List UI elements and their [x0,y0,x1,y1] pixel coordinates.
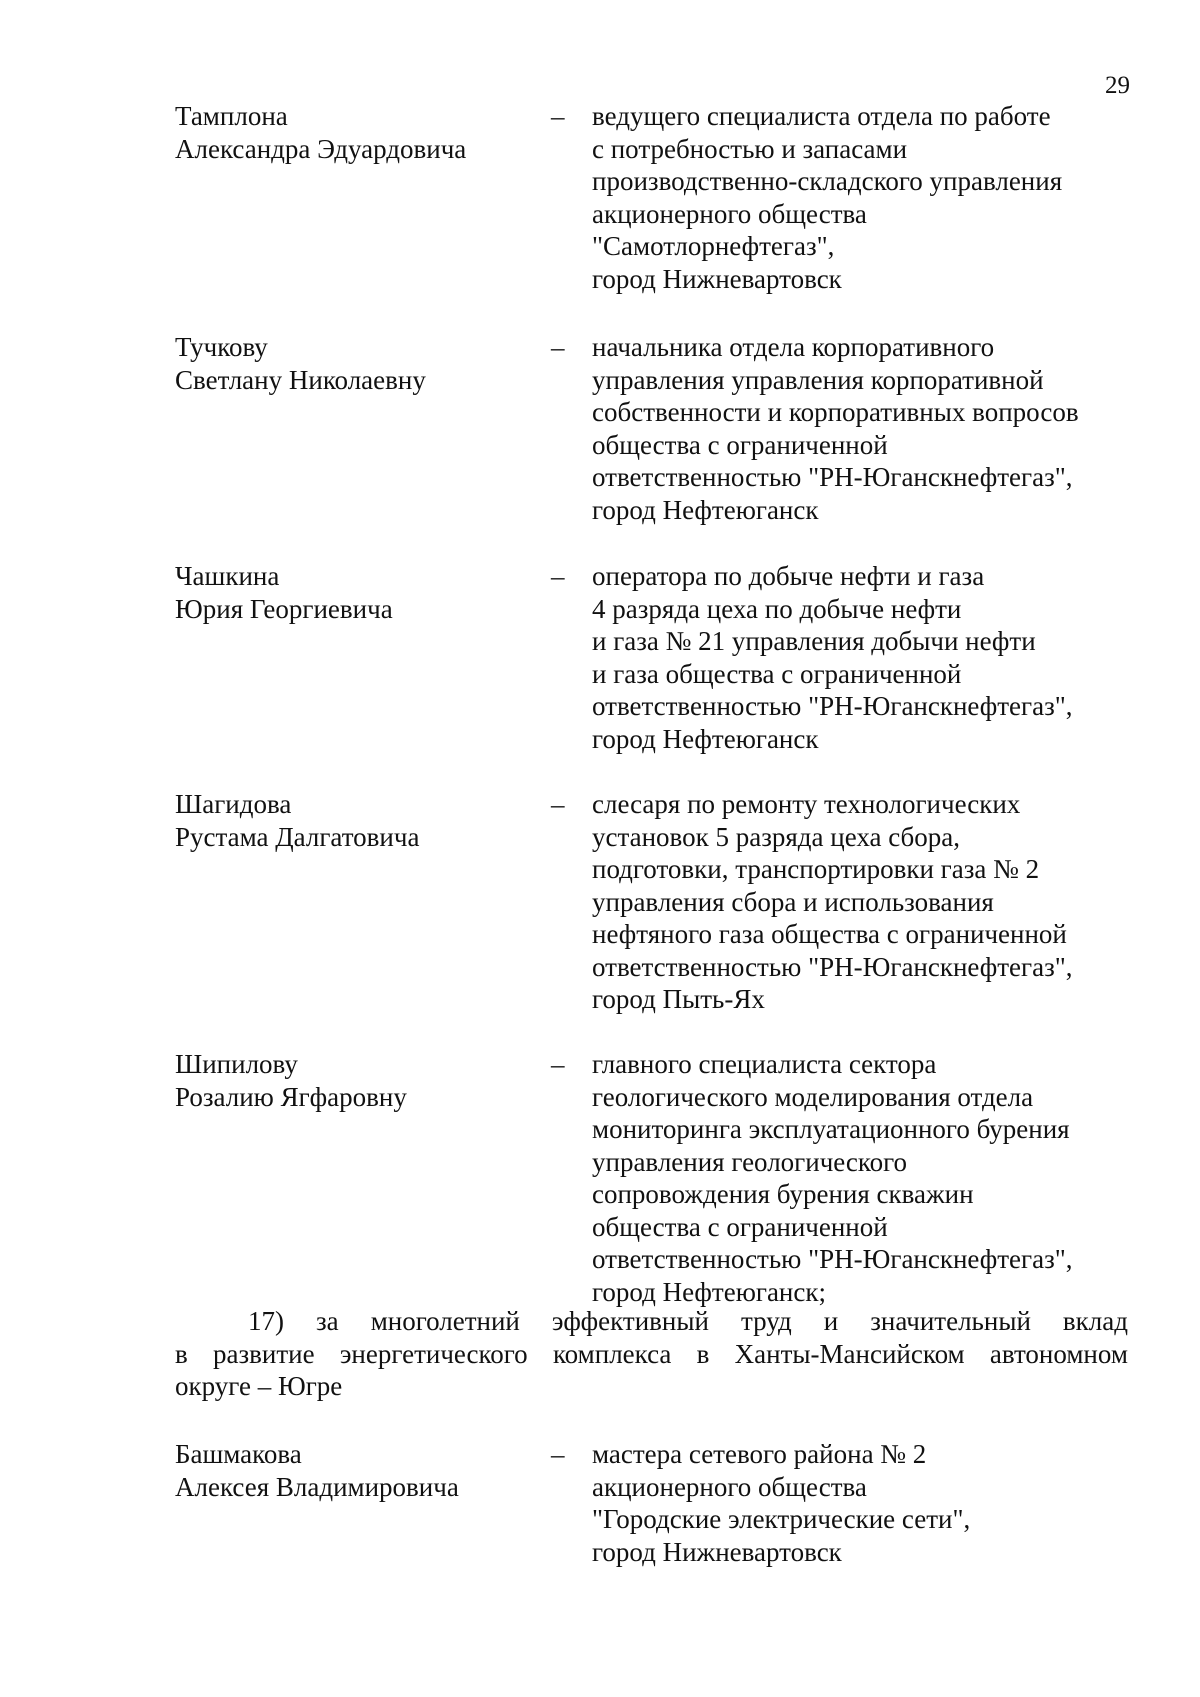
paragraph-line [175,1338,1128,1371]
surname: Шагидова [175,789,292,819]
position-description [592,1438,1132,1568]
description-line: оператора по добыче нефти и газа [592,561,985,591]
person-name [175,100,535,165]
description-line: ответственностью "РН-Юганскнефтегаз", [592,1244,1073,1274]
dash-separator: – [551,332,565,362]
description-line: сопровождения бурения скважин [592,1179,974,1209]
description-line: собственности и корпоративных вопросов [592,397,1079,427]
paragraph-line [175,1305,1128,1338]
paragraph-word: развитие [213,1338,315,1369]
description-line: ведущего специалиста отдела по работе [592,101,1051,131]
given-names: Розалию Ягфаровну [175,1081,407,1112]
surname: Башмакова [175,1439,302,1469]
paragraph-word: в [175,1338,188,1369]
description-line: и газа общества с ограниченной [592,658,962,689]
description-line: "Самотлорнефтегаз", [592,231,835,261]
person-name [175,331,535,396]
description-line: и газа № 21 управления добычи нефти [592,626,1036,656]
dash-separator: – [551,1439,565,1469]
page-number: 29 [1105,72,1130,99]
description-line: 4 разряда цеха по добыче нефти [592,593,962,624]
paragraph-word: значительный [870,1306,1031,1336]
person-name [175,788,535,853]
paragraph-line: округе – Югре [175,1371,343,1401]
position-description [592,560,1132,755]
dash-separator: – [551,789,565,819]
description-line: нефтяного газа общества с ограниченной [592,919,1067,949]
given-names: Рустама Далгатовича [175,821,420,852]
description-line: установок 5 разряда цеха сбора, [592,821,961,852]
paragraph-word: вклад [1062,1306,1128,1336]
given-names: Светлану Николаевну [175,364,426,395]
dash-separator: – [551,1049,565,1079]
position-description [592,1048,1132,1308]
position-description [592,100,1132,295]
description-line: общества с ограниченной [592,1211,888,1242]
description-line: город Нижневартовск [592,263,842,294]
dash-separator: – [551,101,565,131]
surname: Тучкову [175,332,268,362]
description-line: общества с ограниченной [592,429,888,460]
description-line: ответственностью "РН-Юганскнефтегаз", [592,462,1073,492]
given-names: Александра Эдуардовича [175,133,467,164]
paragraph-word: комплекса [552,1338,672,1369]
description-line: геологического моделирования отдела [592,1081,1034,1112]
person-name [175,1438,535,1503]
paragraph-word: в [696,1338,710,1369]
position-description [592,788,1132,1016]
paragraph-word: Ханты-Мансийском [734,1338,965,1369]
surname: Шипилову [175,1049,298,1079]
position-description [592,331,1132,526]
description-line: город Нижневартовск [592,1536,842,1567]
description-line: управления управления корпоративной [592,364,1044,395]
given-names: Юрия Георгиевича [175,593,393,624]
description-line: ответственностью "РН-Юганскнефтегаз", [592,691,1073,721]
person-name [175,560,535,625]
description-line: управления геологического [592,1146,908,1177]
description-line: город Пыть-Ях [592,984,765,1014]
description-line: акционерного общества [592,198,867,229]
surname: Чашкина [175,561,280,591]
person-name [175,1048,535,1113]
paragraph-word: автономном [989,1338,1128,1369]
paragraph-word: за [316,1306,339,1336]
description-line: слесаря по ремонту технологических [592,789,1021,819]
description-line: ответственностью "РН-Юганскнефтегаз", [592,951,1073,982]
paragraph-word: эффективный [551,1306,709,1336]
description-line: производственно-складского управления [592,166,1063,196]
description-line: с потребностью и запасами [592,133,908,164]
description-line: мониторинга эксплуатационного бурения [592,1114,1070,1144]
description-line: управления сбора и использования [592,886,994,917]
description-line: мастера сетевого района № 2 [592,1439,927,1469]
description-line: город Нефтеюганск; [592,1276,826,1307]
paragraph-word: энергетического [339,1338,528,1369]
given-names: Алексея Владимировича [175,1471,459,1502]
description-line: "Городские электрические сети", [592,1504,971,1534]
dash-separator: – [551,561,565,591]
description-line: акционерного общества [592,1471,867,1502]
description-line: подготовки, транспортировки газа № 2 [592,854,1040,884]
paragraph-word: многолетний [370,1306,520,1336]
paragraph-word: и [823,1306,839,1336]
paragraph-word: 17) [248,1306,284,1336]
description-line: город Нефтеюганск [592,494,819,525]
paragraph-word: труд [740,1306,792,1336]
section-paragraph [175,1305,1128,1403]
description-line: город Нефтеюганск [592,723,819,754]
description-line: начальника отдела корпоративного [592,332,995,362]
description-line: главного специалиста сектора [592,1049,937,1079]
surname: Тамплона [175,101,288,131]
